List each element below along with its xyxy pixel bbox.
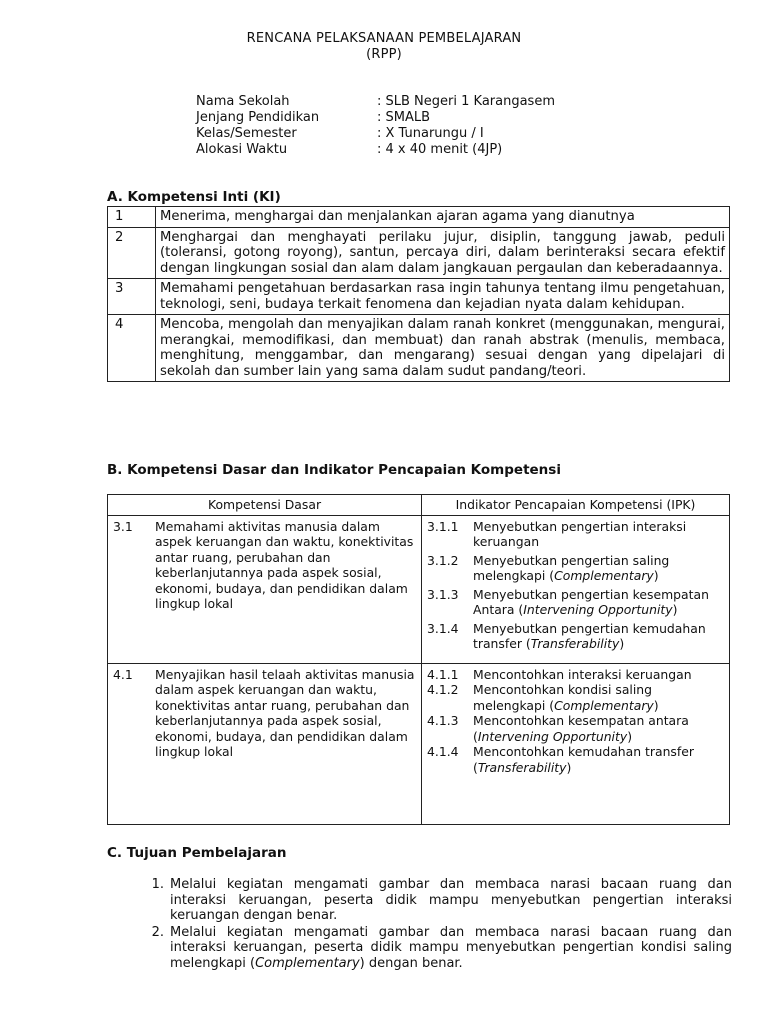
ki-number: 2 (108, 227, 156, 279)
ipk-item (427, 713, 725, 744)
goals-list (140, 877, 732, 972)
kd-number: 4.1 (113, 666, 133, 682)
ipk-text: Menyebutkan pengertian kemudahan transfer (Transferability) (473, 620, 706, 651)
ipk-item (427, 553, 725, 584)
ipk-item (427, 744, 725, 775)
identity-label: Nama Sekolah (196, 94, 290, 109)
ki-number: 3 (108, 279, 156, 315)
identity-row (196, 142, 555, 158)
table-row (108, 515, 730, 663)
identity-label: Alokasi Waktu (196, 142, 288, 157)
ipk-text: Menyebutkan pengertian saling melengkapi (Complementary) (473, 552, 670, 583)
ipk-number: 3.1.3 (427, 586, 459, 602)
identity-label: Kelas/Semester (196, 126, 297, 141)
ipk-number: 3.1.2 (427, 552, 459, 568)
ipk-text: Menyebutkan pengertian interaksi keruangan (473, 518, 687, 549)
ipk-text: Mencontohkan kesempatan antara (Intervening Opportunity) (473, 713, 689, 744)
table-row (108, 315, 730, 382)
ipk-item (427, 587, 725, 618)
kd-number: 3.1 (113, 518, 133, 534)
section-a-heading: A. Kompetensi Inti (KI) (107, 189, 281, 205)
document-subtitle: (RPP) (366, 47, 402, 62)
ipk-text: Mencontohkan kemudahan transfer (Transferability) (473, 744, 694, 775)
identity-value: : 4 x 40 menit (4JP) (377, 142, 503, 157)
ipk-text: Menyebutkan pengertian kesempatan Antara (Intervening Opportunity) (473, 586, 709, 617)
ki-table (107, 206, 730, 382)
column-header-ipk: Indikator Pencapaian Kompetensi (IPK) (422, 495, 730, 516)
kd-item (113, 667, 417, 760)
kd-cell (108, 663, 422, 824)
ipk-number: 3.1.1 (427, 518, 459, 534)
identity-row (196, 94, 555, 110)
column-header-kd: Kompetensi Dasar (108, 495, 422, 516)
section-c-heading: C. Tujuan Pembelajaran (107, 845, 287, 861)
kd-text: Menyajikan hasil telaah aktivitas manusia dalam aspek keruangan dan waktu, konektivitas antar ruang, perubahan dan keberlanjutannya pada aspek sosial, ekonomi, budaya, dan pendidikan dalam lingkup lokal (155, 666, 415, 759)
document-title: RENCANA PELAKSANAAN PEMBELAJARAN (246, 31, 522, 46)
ki-text: Menghargai dan menghayati perilaku jujur, disiplin, tanggung jawab, peduli (toleransi, gotong royong), santun, percaya diri, dalam berinteraksi secara efektif dengan lingkungan sosial dan alam dalam jangkauan pergaulan dan keberadaannya. (156, 227, 730, 279)
identity-block (196, 94, 555, 158)
goal-number: 1. (151, 877, 164, 892)
goal-text: Melalui kegiatan mengamati gambar dan membaca narasi bacaan ruang dan interaksi keruangan, peserta didik mampu menyebutkan pengertian kondisi saling melengkapi (Complementary) dengan benar. (170, 924, 732, 971)
ipk-number: 4.1.2 (427, 682, 459, 697)
table-row (108, 663, 730, 824)
ipk-number: 4.1.3 (427, 713, 459, 728)
section-b-heading: B. Kompetensi Dasar dan Indikator Pencapaian Kompetensi (107, 462, 561, 478)
ipk-item (427, 519, 725, 550)
identity-row (196, 110, 555, 126)
ipk-item (427, 667, 725, 683)
table-row (108, 227, 730, 279)
identity-row (196, 126, 555, 142)
ki-number: 1 (108, 207, 156, 228)
ki-number: 4 (108, 315, 156, 382)
table-row (108, 207, 730, 228)
ki-text: Menerima, menghargai dan menjalankan ajaran agama yang dianutnya (156, 207, 730, 228)
identity-value: : SLB Negeri 1 Karangasem (377, 94, 555, 109)
ipk-text: Mencontohkan kondisi saling melengkapi (Complementary) (473, 682, 659, 713)
ipk-number: 3.1.4 (427, 620, 459, 636)
identity-value: : X Tunarungu / I (377, 126, 484, 141)
kd-ipk-table (107, 494, 730, 825)
identity-value: : SMALB (377, 110, 431, 125)
kd-cell (108, 515, 422, 663)
kd-text: Memahami aktivitas manusia dalam aspek keruangan dan waktu, konektivitas antar ruang, perubahan dan keberlanjutannya pada aspek sosial, ekonomi, budaya, dan pendidikan dalam lingkup lokal (155, 518, 414, 611)
ipk-cell (422, 663, 730, 824)
ipk-item (427, 682, 725, 713)
table-row (108, 279, 730, 315)
ipk-cell (422, 515, 730, 663)
ipk-text: Mencontohkan interaksi keruangan (473, 666, 692, 682)
list-item (140, 925, 732, 972)
kd-item (113, 519, 417, 612)
goal-text: Melalui kegiatan mengamati gambar dan membaca narasi bacaan ruang dan interaksi keruangan, peserta didik mampu menyebutkan pengertian interaksi keruangan dengan benar. (170, 877, 732, 923)
table-header-row (108, 495, 730, 516)
goal-number: 2. (151, 924, 164, 940)
ipk-number: 4.1.4 (427, 744, 459, 759)
ipk-number: 4.1.1 (427, 666, 459, 682)
ki-text: Memahami pengetahuan berdasarkan rasa ingin tahunya tentang ilmu pengetahuan, teknologi, seni, budaya terkait fenomena dan kejadian nyata dalam kehidupan. (156, 279, 730, 315)
list-item (140, 877, 732, 924)
identity-label: Jenjang Pendidikan (196, 110, 320, 125)
ipk-item (427, 621, 725, 652)
ki-text: Mencoba, mengolah dan menyajikan dalam ranah konkret (menggunakan, mengurai, merangkai, memodifikasi, dan membuat) dan ranah abstrak (menulis, membaca, menghitung, menggambar, dan mengarang) sesuai dengan yang dipelajari di sekolah dan sumber lain yang sama dalam sudut pandang/teori. (156, 315, 730, 382)
